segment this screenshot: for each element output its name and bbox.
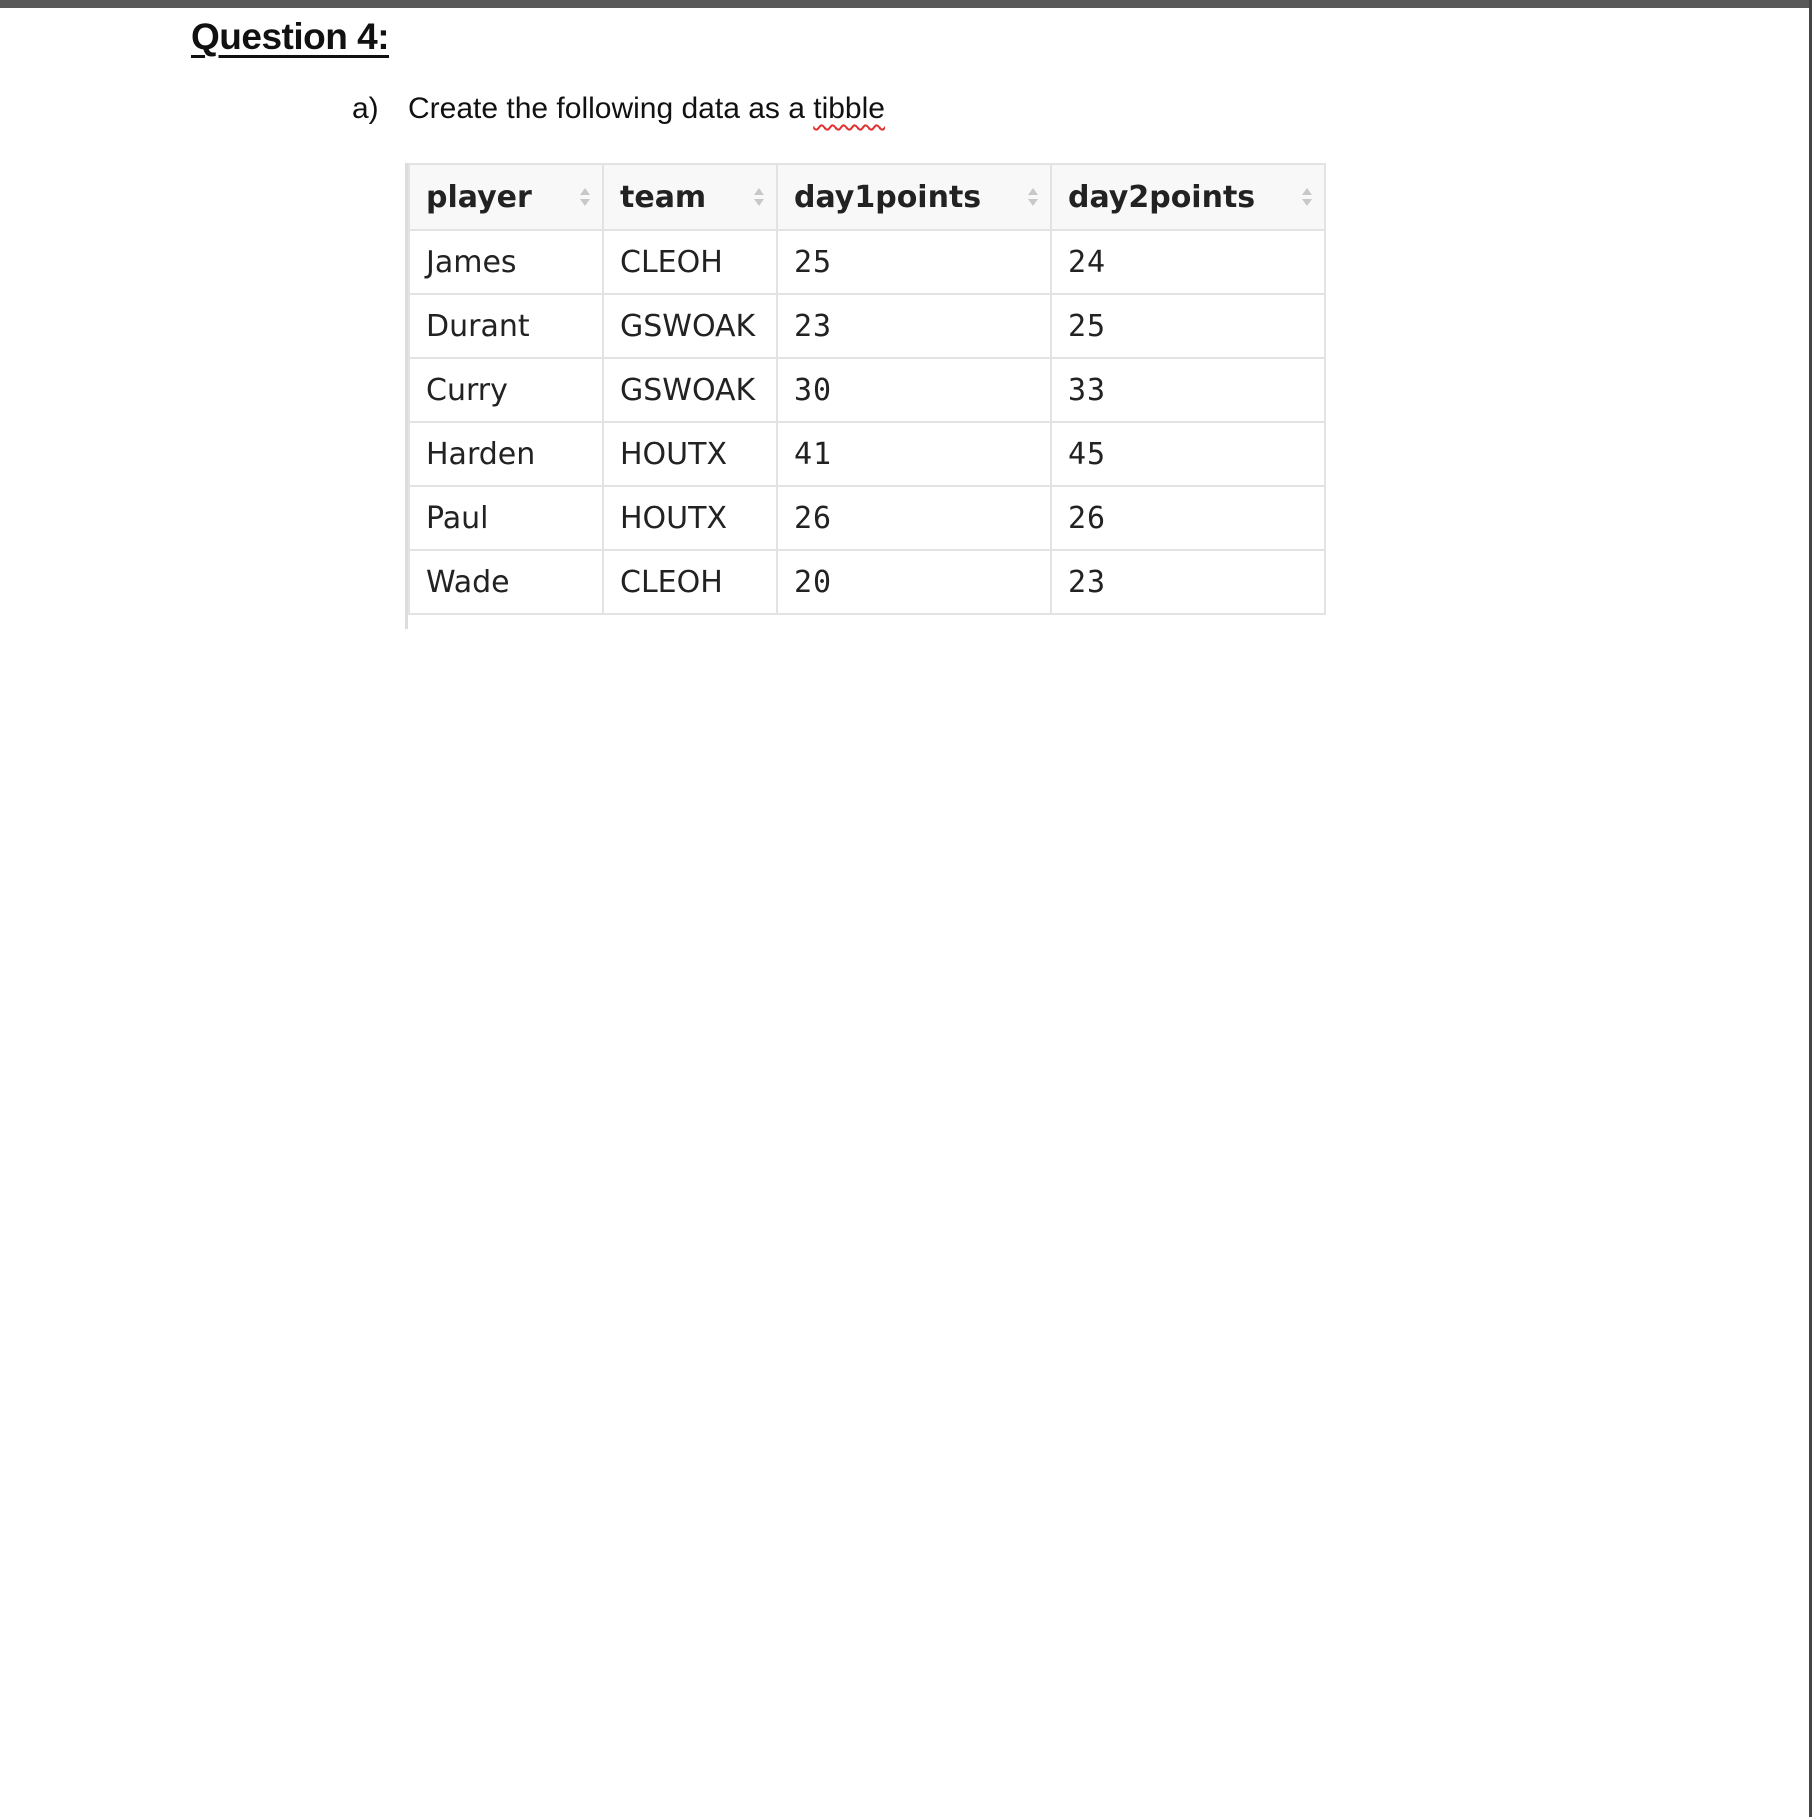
cell-day2points: 26 <box>1051 486 1325 550</box>
cell-player: James <box>409 230 603 294</box>
cell-day1points: 25 <box>777 230 1051 294</box>
cell-player: Paul <box>409 486 603 550</box>
cell-player: Durant <box>409 294 603 358</box>
cell-team: HOUTX <box>603 486 777 550</box>
tibble-table <box>408 163 1326 615</box>
column-header-label: day1points <box>794 179 982 215</box>
cell-day2points: 24 <box>1051 230 1325 294</box>
table-header-row <box>409 164 1325 230</box>
cell-player: Harden <box>409 422 603 486</box>
cell-player: Curry <box>409 358 603 422</box>
table-row <box>409 422 1325 486</box>
sort-icon[interactable] <box>578 185 592 209</box>
column-header-day1points[interactable] <box>777 164 1051 230</box>
instruction-text: Create the following data as a <box>408 92 814 125</box>
cell-day2points: 45 <box>1051 422 1325 486</box>
instruction-line <box>352 92 885 126</box>
cell-team: CLEOH <box>603 230 777 294</box>
column-header-label: team <box>620 179 707 215</box>
cell-day2points: 33 <box>1051 358 1325 422</box>
cell-team: GSWOAK <box>603 294 777 358</box>
column-header-player[interactable] <box>409 164 603 230</box>
column-header-day2points[interactable] <box>1051 164 1325 230</box>
cell-day1points: 20 <box>777 550 1051 614</box>
table-row <box>409 550 1325 614</box>
cell-player: Wade <box>409 550 603 614</box>
table-row <box>409 294 1325 358</box>
table-row <box>409 230 1325 294</box>
column-header-label: day2points <box>1068 179 1256 215</box>
window-top-bar <box>0 0 1812 8</box>
table-row <box>409 486 1325 550</box>
cell-day1points: 41 <box>777 422 1051 486</box>
column-header-team[interactable] <box>603 164 777 230</box>
cell-team: GSWOAK <box>603 358 777 422</box>
cell-team: HOUTX <box>603 422 777 486</box>
cell-team: CLEOH <box>603 550 777 614</box>
sort-icon[interactable] <box>752 185 766 209</box>
column-header-label: player <box>426 179 532 215</box>
cell-day1points: 30 <box>777 358 1051 422</box>
cell-day2points: 25 <box>1051 294 1325 358</box>
sort-icon[interactable] <box>1026 185 1040 209</box>
sort-icon[interactable] <box>1300 185 1314 209</box>
list-marker: a) <box>352 92 379 125</box>
spellcheck-flagged-word[interactable]: tibble <box>813 92 885 125</box>
table-row <box>409 358 1325 422</box>
question-heading: Question 4: <box>191 16 390 57</box>
cell-day1points: 26 <box>777 486 1051 550</box>
cell-day2points: 23 <box>1051 550 1325 614</box>
cell-day1points: 23 <box>777 294 1051 358</box>
